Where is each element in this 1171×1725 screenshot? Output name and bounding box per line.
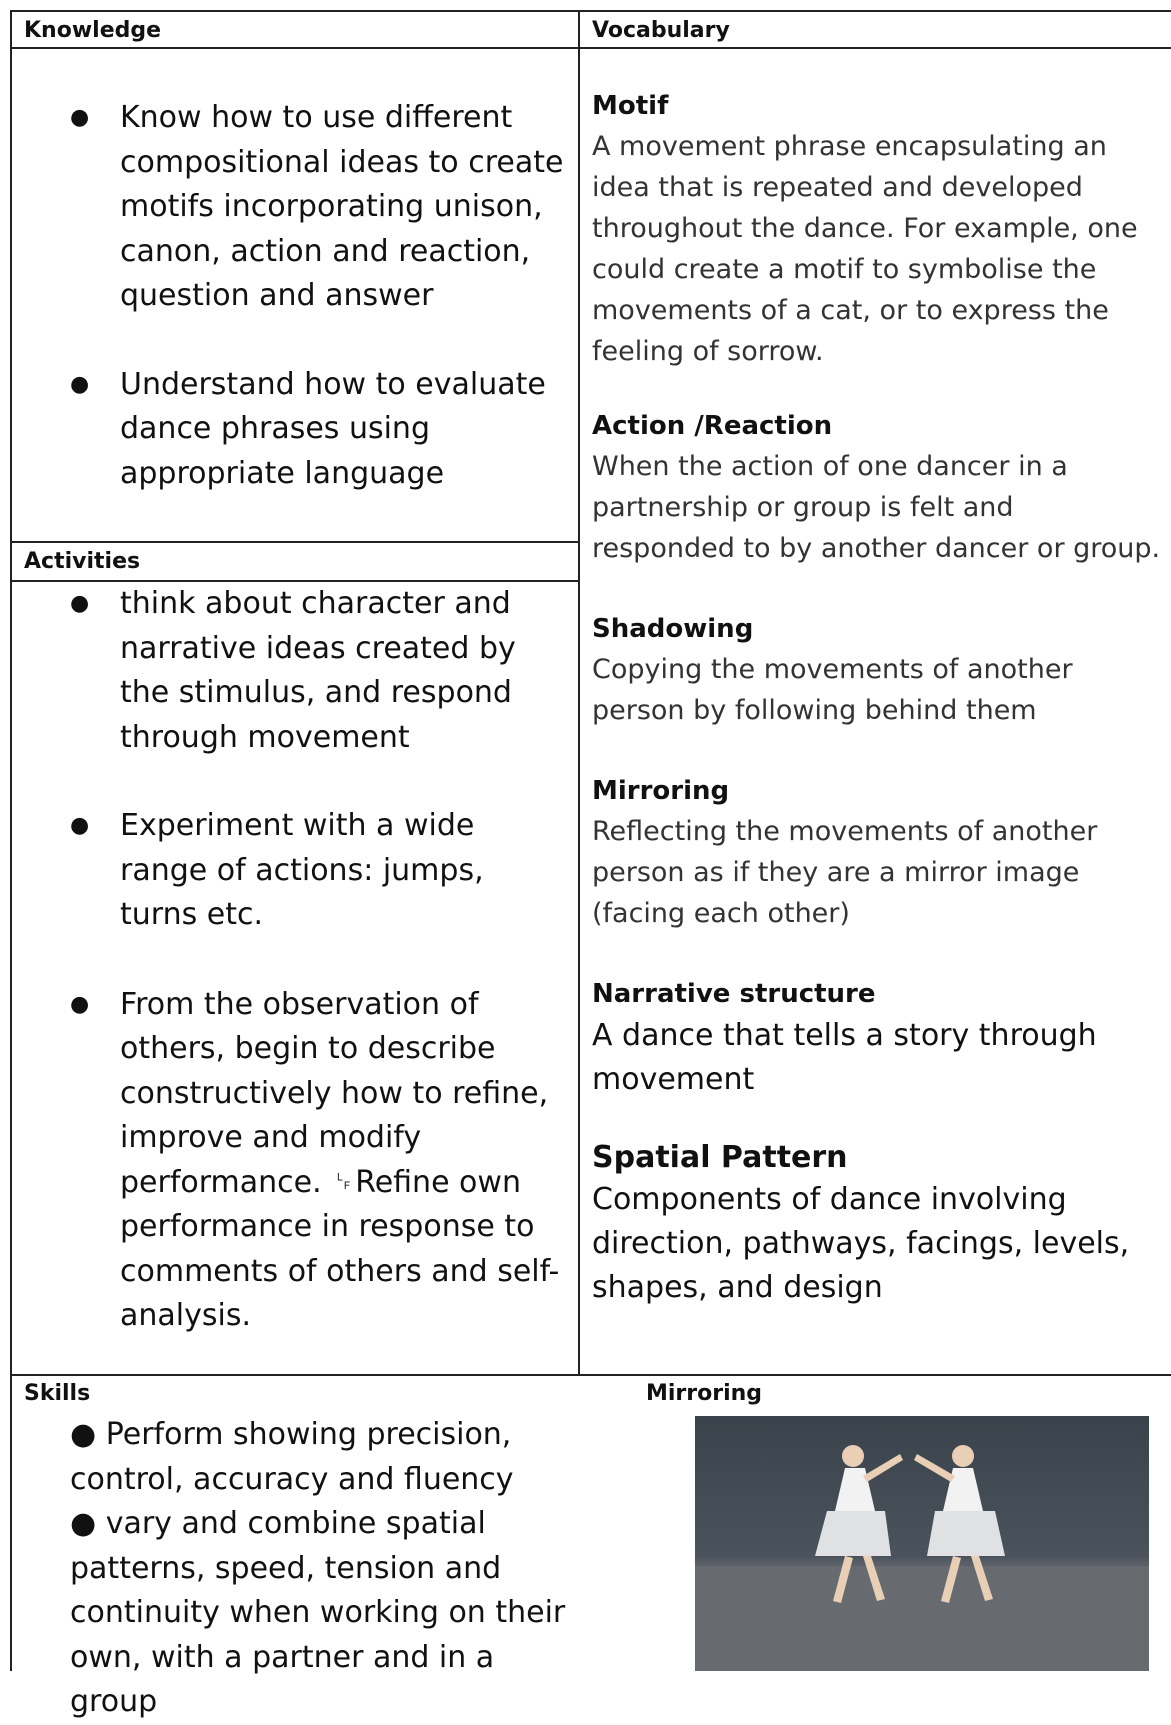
vocab-term: Shadowing (592, 614, 754, 644)
vocab-term: Motif (592, 91, 669, 121)
skills-item: ● Perform showing precision, control, accuracy and fluency (70, 1417, 514, 1497)
mirroring-caption: Mirroring (646, 1381, 763, 1406)
column-divider (578, 10, 580, 1376)
activities-item: ● From the observation of others, begin to describe constructively how to refine, improve and modify performance. ␊Refine own performance in response to comments of others and self-analysis. (70, 983, 570, 1339)
vocab-term: Action /Reaction (592, 411, 833, 441)
vocab-definition: When the action of one dancer in a partnership or group is felt and responded to by another dancer or group. (592, 451, 1161, 564)
skills-item: ● vary and combine spatial patterns, speed, tension and continuity when working on their own, with a partner and in a group (70, 1506, 566, 1719)
knowledge-item: ● Know how to use different compositional ideas to create motifs incorporating unison, canon, action and reaction, question and answer (70, 96, 570, 319)
knowledge-heading: Knowledge (24, 18, 162, 43)
vocab-term: Narrative structure (592, 979, 876, 1009)
dancers-illustration (695, 1416, 1149, 1671)
vocab-definition: Components of dance involving direction, pathways, facings, levels, shapes, and design (592, 1182, 1130, 1305)
activities-heading: Activities (24, 549, 141, 574)
activities-list (70, 582, 570, 1339)
vocabulary-heading: Vocabulary (592, 18, 730, 43)
skills-heading: Skills (24, 1381, 91, 1406)
header-divider (10, 47, 1171, 49)
vocab-definition: Copying the movements of another person by following behind them (592, 654, 1073, 726)
vocab-definition: A movement phrase encapsulating an idea that is repeated and developed throughout the dance. For example, one could create a motif to symbolise the movements of a cat, or to express the feeling of sorrow. (592, 131, 1138, 367)
knowledge-item: ● Understand how to evaluate dance phrases using appropriate language (70, 363, 570, 497)
mirroring-photo (695, 1416, 1149, 1671)
vocabulary-list (592, 86, 1162, 1310)
knowledge-list (70, 96, 570, 496)
activities-item: ● Experiment with a wide range of actions: jumps, turns etc. (70, 804, 570, 938)
skills-divider (10, 1374, 1171, 1376)
vocab-definition: Reflecting the movements of another person as if they are a mirror image (facing each other) (592, 816, 1098, 929)
vocab-term: Spatial Pattern (592, 1140, 848, 1175)
activities-item: ● think about character and narrative ideas created by the stimulus, and respond through movement (70, 582, 570, 760)
vocab-definition: A dance that tells a story through movement (592, 1018, 1097, 1097)
skills-list (24, 1413, 584, 1725)
activities-top-divider (10, 541, 580, 543)
vocab-term: Mirroring (592, 776, 730, 806)
